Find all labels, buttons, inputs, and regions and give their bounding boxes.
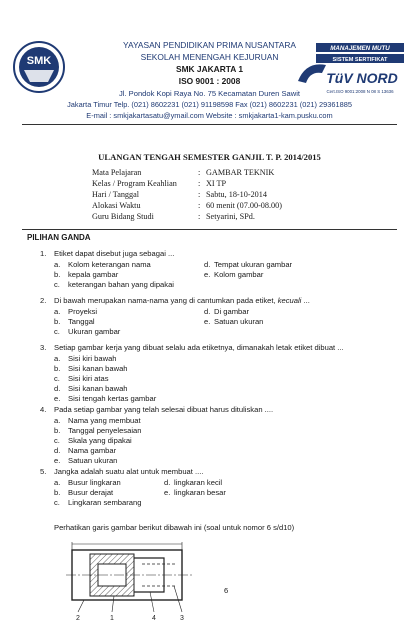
badge-brand-text: TüV NORD <box>326 70 398 86</box>
option-text: Sisi kiri bawah <box>68 354 117 363</box>
option-text: Nama gambar <box>68 446 117 455</box>
question-text-emphasis: kecuali <box>277 296 302 305</box>
page-number: 6 <box>224 586 229 595</box>
info-row-teacher <box>0 212 419 223</box>
info-colon: : <box>198 201 201 210</box>
option-text: Sisi kiri atas <box>68 374 109 383</box>
info-value: Sabtu, 18-10-2014 <box>206 190 267 199</box>
option-text: Satuan ukuran <box>214 317 264 326</box>
question-3 <box>0 343 419 407</box>
option-letter: a. <box>54 354 61 363</box>
option-letter: b. <box>54 488 61 497</box>
option-text: Sisi tengah kertas gambar <box>68 394 157 403</box>
technical-drawing <box>64 540 234 622</box>
question-text-main: Di bawah merupakan nama-nama yang di cantumkan pada etiket, <box>54 296 278 305</box>
option-letter: e. <box>54 456 61 465</box>
option-letter: c. <box>54 280 60 289</box>
option-letter: b. <box>54 426 61 435</box>
question-number: 3. <box>40 343 47 352</box>
info-value: 60 menit (07.00-08.00) <box>206 201 282 210</box>
figure-label: 2 <box>76 615 80 622</box>
badge-cert-text: Cert.ISO 9001:2008 N 08 S 13636 <box>326 89 394 94</box>
info-row-time <box>0 201 419 212</box>
info-row-subject <box>0 168 419 179</box>
option-letter: e. <box>204 317 211 326</box>
school-name: SMK JAKARTA 1 <box>175 64 243 74</box>
header-divider <box>22 124 397 125</box>
question-number: 4. <box>40 405 47 414</box>
option-letter: c. <box>54 327 60 336</box>
option-letter: a. <box>54 416 61 425</box>
option-text: lingkaran besar <box>174 488 226 497</box>
option-letter: c. <box>54 498 60 507</box>
question-2 <box>0 296 419 346</box>
tuv-nord-badge <box>296 43 406 101</box>
question-text-end: ... <box>301 296 310 305</box>
option-text: Tempat ukuran gambar <box>214 260 293 269</box>
figure-label: 4 <box>152 615 156 622</box>
question-number: 5. <box>40 467 47 476</box>
info-label: Alokasi Waktu <box>92 201 141 210</box>
info-value: Setyarini, SPd. <box>206 212 255 221</box>
option-letter: d. <box>54 384 61 393</box>
address: Jl. Pondok Kopi Raya No. 75 Kecamatan Duren Sawit <box>118 89 301 98</box>
option-letter: b. <box>54 317 61 326</box>
option-text: Di gambar <box>214 307 250 316</box>
option-text: Sisi kanan bawah <box>68 364 128 373</box>
option-text: Proyeksi <box>68 307 98 316</box>
option-text: Ukuran gambar <box>68 327 121 336</box>
option-letter: c. <box>54 374 60 383</box>
option-letter: a. <box>54 307 61 316</box>
badge-mid-text: SISTEM SERTIFIKAT <box>332 57 388 63</box>
option-text: Satuan ukuran <box>68 456 118 465</box>
iso-label: ISO 9001 : 2008 <box>178 76 241 86</box>
question-5 <box>0 467 419 511</box>
info-colon: : <box>198 179 201 188</box>
option-letter: c. <box>54 436 60 445</box>
question-number: 2. <box>40 296 47 305</box>
option-letter: a. <box>54 478 61 487</box>
option-letter: b. <box>54 364 61 373</box>
option-letter: d. <box>164 478 171 487</box>
option-text: kepala gambar <box>68 270 119 279</box>
option-text: keterangan bahan yang dipakai <box>68 280 174 289</box>
option-text: Sisi kanan bawah <box>68 384 128 393</box>
question-text <box>54 296 310 306</box>
info-label: Mata Pelajaran <box>92 168 142 177</box>
option-letter: e. <box>204 270 211 279</box>
question-number: 1. <box>40 249 47 258</box>
option-letter: d. <box>204 307 211 316</box>
section-title: PILIHAN GANDA <box>27 233 91 242</box>
info-row-date <box>0 190 419 201</box>
option-text: Busur derajat <box>68 488 114 497</box>
info-value: XI TP <box>206 179 227 188</box>
logo-text: SMK <box>26 55 52 67</box>
info-label: Kelas / Program Keahlian <box>92 179 177 188</box>
option-text: Busur lingkaran <box>68 478 121 487</box>
figure-label: 3 <box>180 615 184 622</box>
phone-line: Jakarta Timur Telp. (021) 8602231 (021) 91198598 Fax (021) 8602231 (021) 29361885 <box>67 100 352 109</box>
option-text: Nama yang membuat <box>68 416 141 425</box>
option-text: lingkaran kecil <box>174 478 223 487</box>
figure-caption: Perhatikan garis gambar berikut dibawah ini (soal untuk nomor 6 s/d10) <box>54 523 295 532</box>
option-letter: e. <box>164 488 171 497</box>
badge-top-text: MANAJEMEN MUTU <box>330 45 390 52</box>
option-letter: e. <box>54 394 61 403</box>
option-text: Tanggal penyelesaian <box>68 426 142 435</box>
option-text: Lingkaran sembarang <box>68 498 142 507</box>
option-text: Kolom keterangan nama <box>68 260 151 269</box>
question-text: Etiket dapat disebut juga sebagai ... <box>54 249 175 258</box>
option-text: Kolom gambar <box>214 270 264 279</box>
question-1 <box>0 249 419 301</box>
info-label: Guru Bidang Studi <box>92 212 154 221</box>
option-letter: d. <box>204 260 211 269</box>
exam-title: ULANGAN TENGAH SEMESTER GANJIL T. P. 2014/2015 <box>98 152 321 162</box>
question-4 <box>0 405 419 469</box>
info-value: GAMBAR TEKNIK <box>206 168 275 177</box>
question-text: Jangka adalah suatu alat untuk membuat .... <box>54 467 204 476</box>
info-colon: : <box>198 190 201 199</box>
section-divider <box>22 229 397 230</box>
question-text: Pada setiap gambar yang telah selesai dibuat harus dituliskan .... <box>54 405 274 414</box>
info-row-class <box>0 179 419 190</box>
foundation-name: YAYASAN PENDIDIKAN PRIMA NUSANTARA <box>123 40 296 50</box>
info-colon: : <box>198 168 201 177</box>
option-text: Skala yang dipakai <box>68 436 132 445</box>
info-colon: : <box>198 212 201 221</box>
info-label: Hari / Tanggal <box>92 190 140 199</box>
figure-label: 1 <box>110 615 114 622</box>
question-text: Setiap gambar kerja yang dibuat selalu ada etiketnya, dimanakah letak etiket dibuat ... <box>54 343 344 352</box>
option-letter: b. <box>54 270 61 279</box>
school-type: SEKOLAH MENENGAH KEJURUAN <box>140 52 279 62</box>
option-letter: d. <box>54 446 61 455</box>
option-text: Tanggal <box>68 317 95 326</box>
option-letter: a. <box>54 260 61 269</box>
email-website-line: E-mail : smkjakartasatu@ymail.com Website : smkjakarta1-kam.pusku.com <box>86 111 333 120</box>
